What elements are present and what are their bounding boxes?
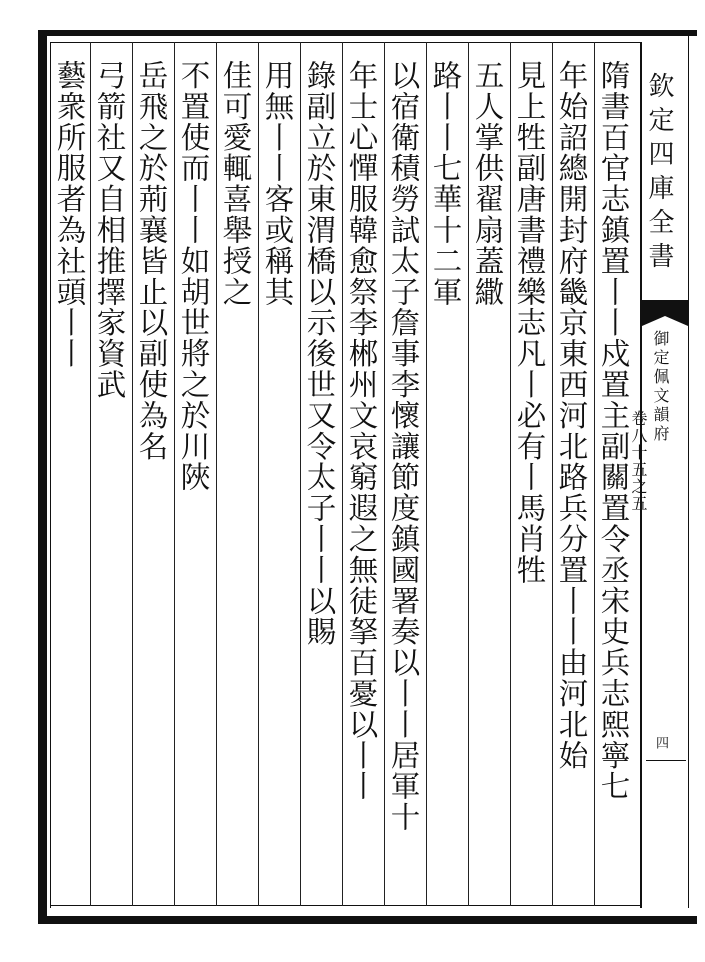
text-column: 年始詔總開封府畿京東西河北路兵分置丨丨由河北始 [554,60,589,771]
margin-folio: 四 [653,736,668,749]
margin-volume: 卷八十五之五 [629,410,648,512]
text-column: 岳飛之於荊襄皆止以副使為名 [134,60,169,462]
fish-tail-notch [642,316,688,326]
column-rule [342,42,343,906]
text-column: 以宿衛積勞試太子詹事李懷讓節度鎮國署奏以丨丨居軍十 [386,60,421,833]
text-column: 用無丨丨客或稱其 [260,60,295,308]
text-column: 藝衆所服者為社頭丨丨 [52,60,87,369]
column-rule [384,42,385,906]
text-column: 隋書百官志鎮置丨丨戍置主副關置令丞宋史兵志熙寧七 [596,60,631,802]
text-column: 佳可愛輒喜舉授之 [218,60,253,308]
fish-tail-mark [642,300,688,316]
text-column: 弓箭社又自相推擇家資武 [92,60,127,400]
text-column: 不置使而丨丨如胡世將之於川陜 [176,60,211,493]
text-column: 路丨丨七華十二軍 [428,60,463,308]
margin-edge [688,36,689,908]
column-rule [468,42,469,906]
column-rule [510,42,511,906]
folio-rule [646,760,686,761]
text-column: 錄副立於東渭橋以示後世又令太子丨丨以賜 [302,60,337,648]
column-rule [132,42,133,906]
column-rule [594,42,595,906]
margin-book-title: 御定佩文韻府 [651,330,670,444]
column-rule [90,42,91,906]
inner-border-left [50,42,51,908]
text-column: 見上牲副唐書禮樂志凡丨必有丨馬肖牲 [512,60,547,586]
margin-title: 欽定四庫全書 [644,72,674,276]
column-rule [426,42,427,906]
column-rule [300,42,301,906]
column-rule [258,42,259,906]
column-rule [552,42,553,906]
text-column: 五人掌供翟扇蓋繖 [470,60,505,308]
text-column: 年士心憚服韓愈祭李郴州文哀窮遐之無徒拏百憂以丨丨 [344,60,379,802]
column-rule [174,42,175,906]
column-rule [216,42,217,906]
